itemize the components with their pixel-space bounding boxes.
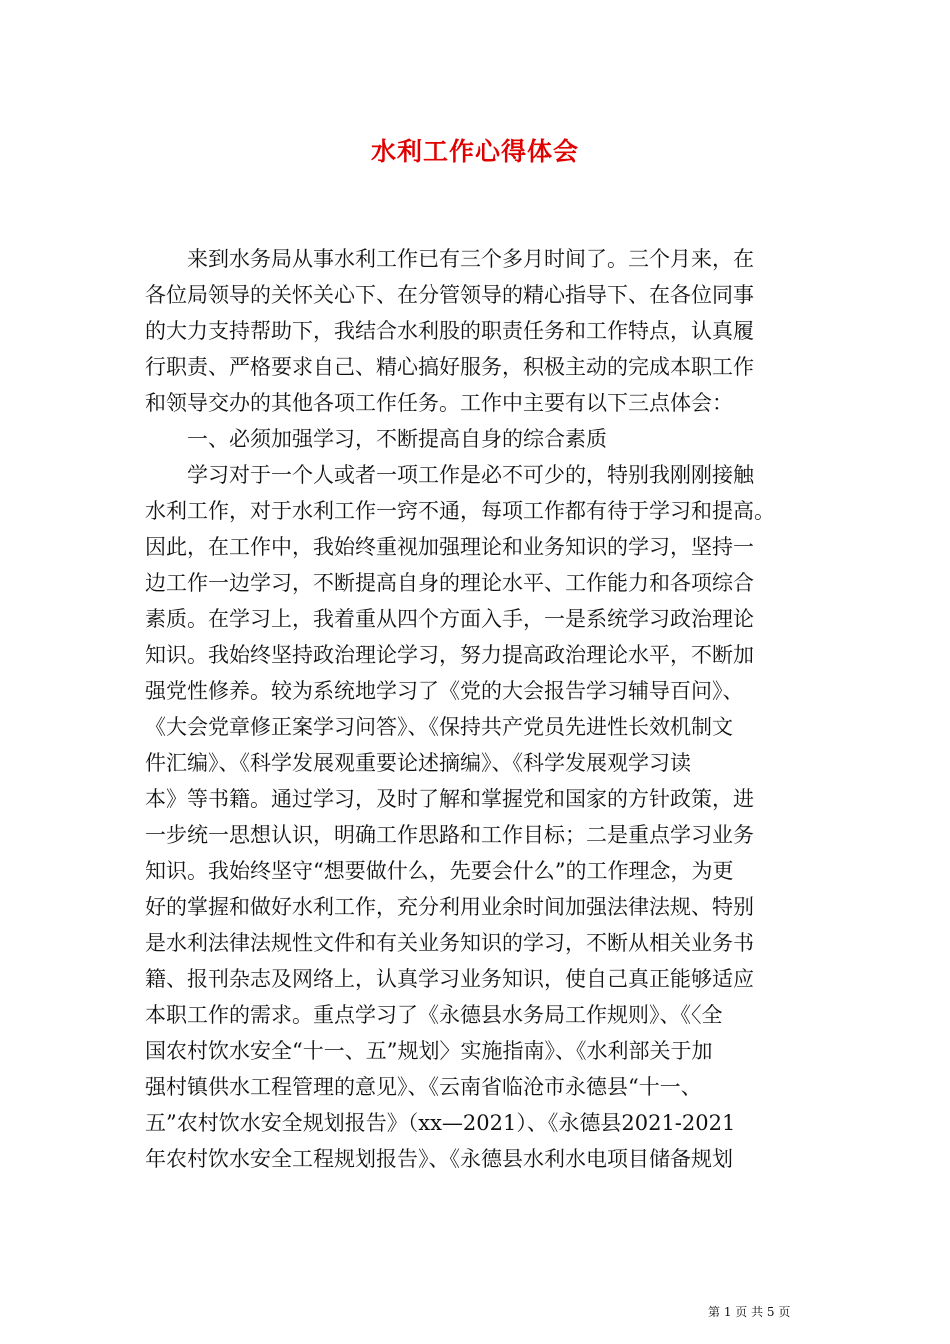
body-line: 学习对于一个人或者一项工作是必不可少的，特别我刚刚接触 <box>145 463 754 487</box>
body-line: 来到水务局从事水利工作已有三个多月时间了。三个月来，在 <box>145 247 754 271</box>
body-line: 边工作一边学习，不断提高自身的理论水平、工作能力和各项综合 <box>145 571 754 595</box>
page-number-footer: 第 1 页 共 5 页 <box>708 1305 791 1319</box>
body-line: 强村镇供水工程管理的意见》、《云南省临沧市永德县“十一、 <box>145 1075 702 1099</box>
body-line: 素质。在学习上，我着重从四个方面入手，一是系统学习政治理论 <box>145 607 754 631</box>
body-line: 因此，在工作中，我始终重视加强理论和业务知识的学习，坚持一 <box>145 535 754 559</box>
body-line: 国农村饮水安全“十一、五”规划〉实施指南》、《水利部关于加 <box>145 1039 713 1063</box>
body-line: 水利工作，对于水利工作一窍不通，每项工作都有待于学习和提高。 <box>145 499 775 523</box>
body-line: 五”农村饮水安全规划报告》（xx—2021）、《永德县2021-2021 <box>145 1111 736 1135</box>
body-line: 好的掌握和做好水利工作，充分利用业余时间加强法律法规、特别 <box>145 895 754 919</box>
body-line: 知识。我始终坚持政治理论学习，努力提高政治理论水平，不断加 <box>145 643 754 667</box>
section-heading: 一、必须加强学习，不断提高自身的综合素质 <box>145 427 607 451</box>
body-line: 各位局领导的关怀关心下、在分管领导的精心指导下、在各位同事 <box>145 283 754 307</box>
body-line: 一步统一思想认识，明确工作思路和工作目标；二是重点学习业务 <box>145 823 754 847</box>
body-line: 知识。我始终坚守“想要做什么，先要会什么”的工作理念，为更 <box>145 859 734 883</box>
body-line: 籍、报刊杂志及网络上，认真学习业务知识，使自己真正能够适应 <box>145 967 754 991</box>
body-line: 是水利法律法规性文件和有关业务知识的学习，不断从相关业务书 <box>145 931 754 955</box>
body-line: 件汇编》、《科学发展观重要论述摘编》、《科学发展观学习读 <box>145 751 691 775</box>
body-line: 本职工作的需求。重点学习了《永德县水务局工作规则》、《〈全 <box>145 1003 723 1027</box>
body-line: 《大会党章修正案学习问答》、《保持共产党员先进性长效机制文 <box>145 715 733 739</box>
body-line: 的大力支持帮助下，我结合水利股的职责任务和工作特点，认真履 <box>145 319 754 343</box>
body-line: 年农村饮水安全工程规划报告》、《永德县水利水电项目储备规划 <box>145 1147 733 1171</box>
body-line: 行职责、严格要求自己、精心搞好服务，积极主动的完成本职工作 <box>145 355 754 379</box>
document-title: 水利工作心得体会 <box>370 137 579 166</box>
document-body <box>145 241 810 1177</box>
body-line: 和领导交办的其他各项工作任务。工作中主要有以下三点体会： <box>145 391 733 415</box>
body-line: 本》等书籍。通过学习，及时了解和掌握党和国家的方针政策，进 <box>145 787 754 811</box>
body-line: 强党性修养。较为系统地学习了《党的大会报告学习辅导百问》、 <box>145 679 744 703</box>
